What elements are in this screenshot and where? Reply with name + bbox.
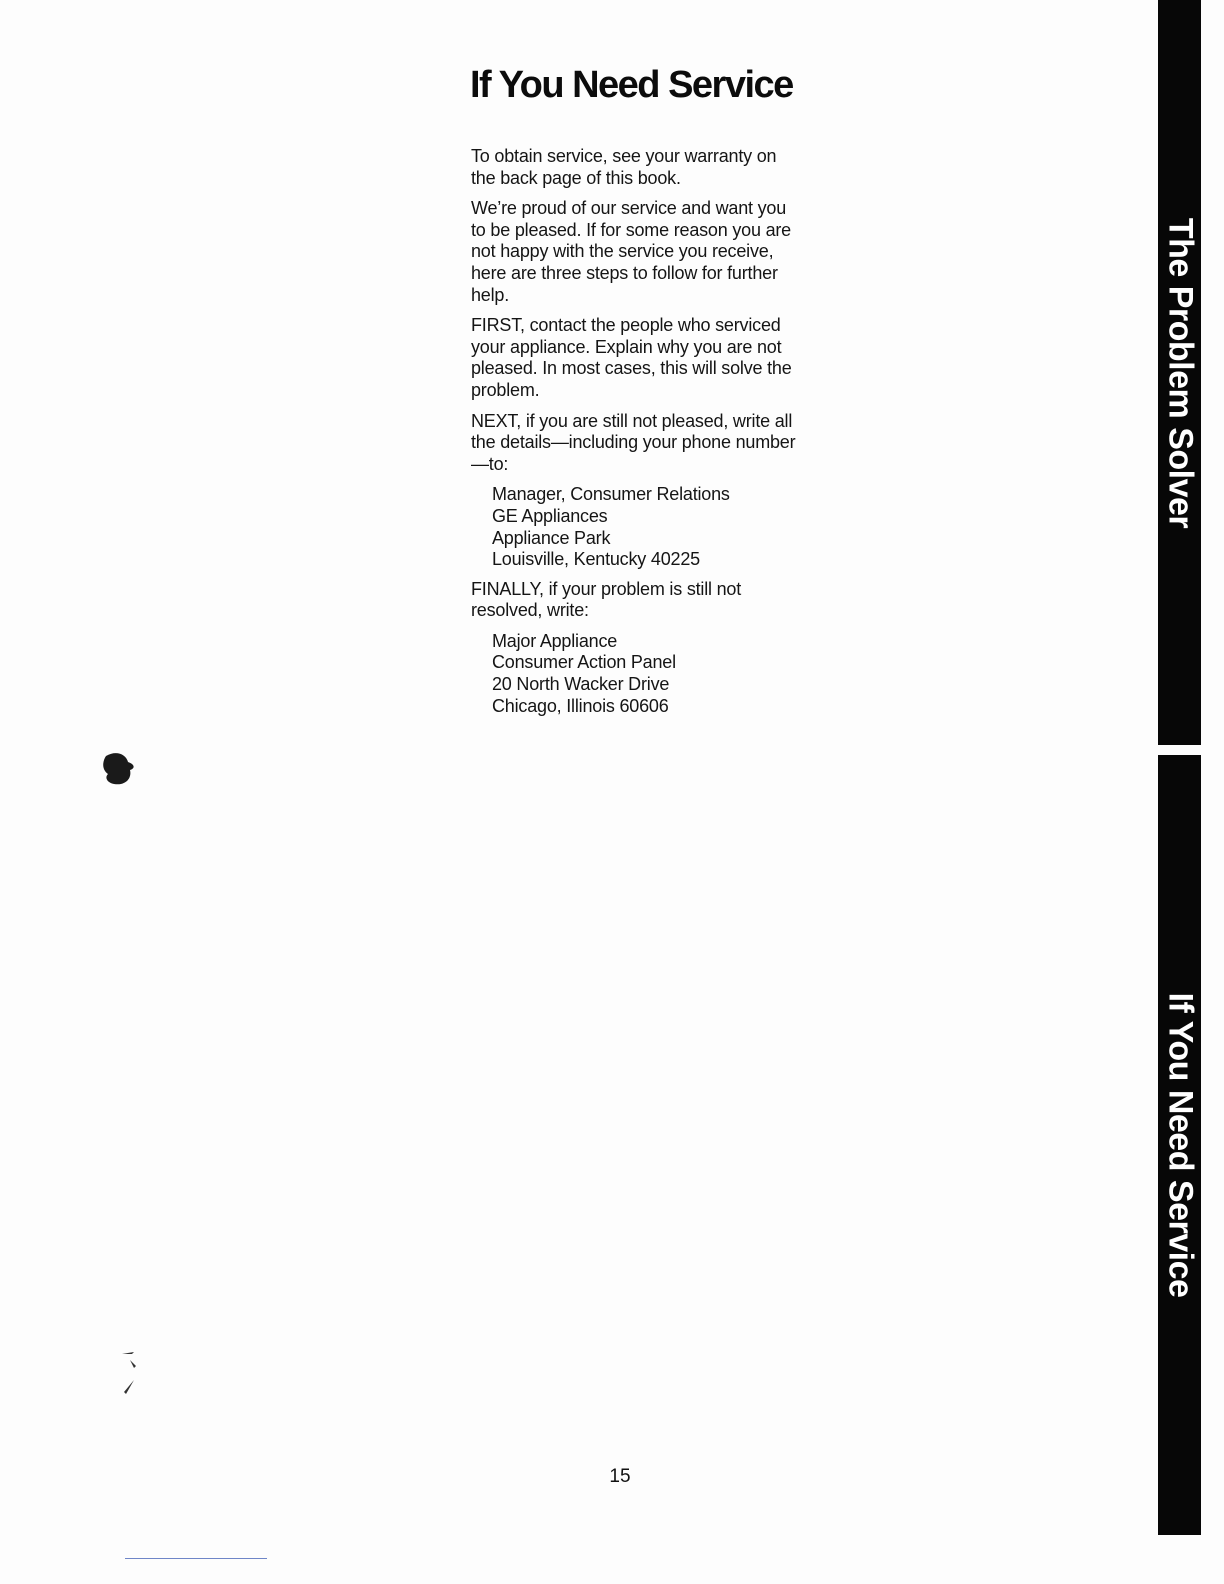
address-line: Louisville, Kentucky 40225: [492, 549, 700, 570]
address-line: Manager, Consumer Relations: [492, 484, 730, 505]
footer-rule: [125, 1558, 267, 1559]
intro-paragraph: To obtain service, see your warranty on the back page of this book.: [471, 146, 777, 188]
address-line: Consumer Action Panel: [492, 652, 676, 673]
address-line: Chicago, Illinois 60606: [492, 695, 669, 716]
service-instructions: [471, 146, 801, 725]
action-panel-address: [492, 631, 801, 717]
page-number: 15: [609, 1466, 631, 1487]
next-step-paragraph: NEXT, if you are still not pleased, write all the details—including your phone number—to:: [471, 410, 796, 474]
finally-step-paragraph: FINALLY, if your problem is still not resolved, write:: [471, 578, 742, 621]
first-step-paragraph: FIRST, contact the people who serviced your appliance. Explain why you are not pleased. In most cases, this will solve the problem.: [471, 315, 792, 400]
section-tab-label: If You Need Service: [1161, 992, 1199, 1298]
proud-paragraph: We’re proud of our service and want you to be pleased. If for some reason you are not happy with the service you receive, here are three steps to follow for further help.: [471, 198, 791, 305]
binder-hole-mark: [98, 748, 140, 790]
address-line: Appliance Park: [492, 527, 611, 548]
section-tab-if-you-need-service[interactable]: [1158, 755, 1201, 1535]
scan-speck-mark: [112, 1350, 152, 1402]
page-title: If You Need Service: [470, 64, 793, 106]
address-line: GE Appliances: [492, 505, 608, 526]
consumer-relations-address: [492, 484, 801, 570]
section-tab-problem-solver[interactable]: [1158, 0, 1201, 745]
address-line: 20 North Wacker Drive: [492, 674, 670, 695]
section-tab-label: The Problem Solver: [1161, 217, 1199, 528]
address-line: Major Appliance: [492, 630, 618, 651]
